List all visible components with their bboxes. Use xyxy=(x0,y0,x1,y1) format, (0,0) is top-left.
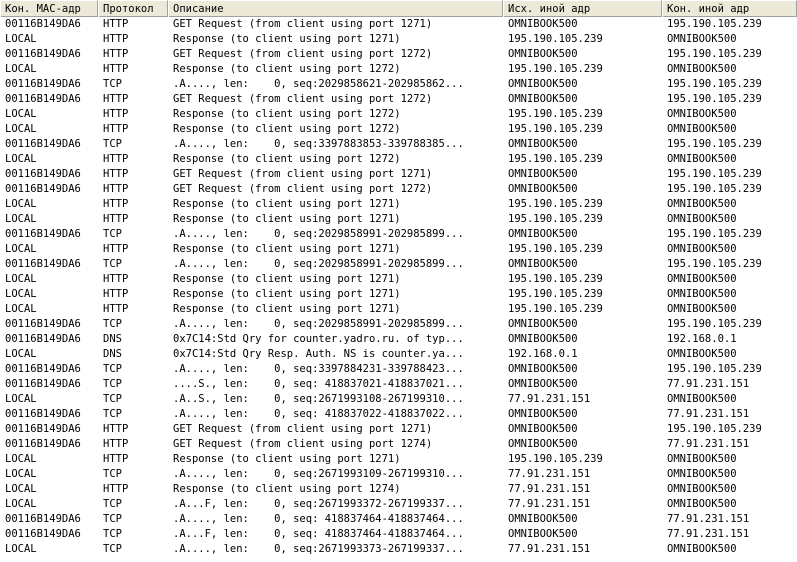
cell-dest-mac: 00116B149DA6 xyxy=(5,138,81,150)
cell-dest-mac: LOCAL xyxy=(5,108,37,120)
cell-dest-other-addr: OMNIBOOK500 xyxy=(667,288,737,300)
cell-dest-other-addr: 195.190.105.239 xyxy=(667,18,762,30)
cell-dest-other-addr: 195.190.105.239 xyxy=(667,228,762,240)
cell-src-other-addr: 195.190.105.239 xyxy=(508,198,603,210)
cell-protocol: HTTP xyxy=(103,438,129,450)
cell-src-other-addr: OMNIBOOK500 xyxy=(508,183,578,195)
table-row[interactable] xyxy=(0,122,797,137)
cell-description: Response (to client using port 1271) xyxy=(173,273,401,285)
cell-src-other-addr: 77.91.231.151 xyxy=(508,543,591,555)
cell-dest-mac: 00116B149DA6 xyxy=(5,438,81,450)
packet-rows xyxy=(0,17,797,557)
cell-dest-mac: LOCAL xyxy=(5,348,37,360)
table-row[interactable] xyxy=(0,182,797,197)
cell-src-other-addr: 195.190.105.239 xyxy=(508,273,603,285)
cell-protocol: HTTP xyxy=(103,198,129,210)
cell-protocol: HTTP xyxy=(103,18,129,30)
cell-description: GET Request (from client using port 1274) xyxy=(173,438,433,450)
cell-dest-mac: 00116B149DA6 xyxy=(5,258,81,270)
cell-dest-mac: 00116B149DA6 xyxy=(5,78,81,90)
table-row[interactable] xyxy=(0,347,797,362)
column-header-dest-mac[interactable]: Кон. MAC-адр xyxy=(0,0,98,17)
cell-dest-mac: 00116B149DA6 xyxy=(5,378,81,390)
column-header-row xyxy=(0,0,797,17)
cell-description: .A...F, len: 0, seq:2671993372-267199337... xyxy=(173,498,464,510)
cell-dest-other-addr: 77.91.231.151 xyxy=(667,528,750,540)
cell-protocol: TCP xyxy=(103,378,122,390)
cell-dest-mac: 00116B149DA6 xyxy=(5,333,81,345)
table-row[interactable] xyxy=(0,302,797,317)
cell-protocol: TCP xyxy=(103,543,122,555)
table-row[interactable] xyxy=(0,242,797,257)
cell-dest-other-addr: OMNIBOOK500 xyxy=(667,153,737,165)
cell-src-other-addr: OMNIBOOK500 xyxy=(508,138,578,150)
cell-src-other-addr: OMNIBOOK500 xyxy=(508,528,578,540)
table-row[interactable] xyxy=(0,332,797,347)
table-row[interactable] xyxy=(0,527,797,542)
cell-dest-other-addr: OMNIBOOK500 xyxy=(667,63,737,75)
cell-src-other-addr: OMNIBOOK500 xyxy=(508,378,578,390)
cell-dest-other-addr: OMNIBOOK500 xyxy=(667,393,737,405)
cell-src-other-addr: OMNIBOOK500 xyxy=(508,228,578,240)
cell-protocol: HTTP xyxy=(103,213,129,225)
cell-dest-mac: LOCAL xyxy=(5,453,37,465)
table-row[interactable] xyxy=(0,407,797,422)
cell-protocol: TCP xyxy=(103,258,122,270)
cell-protocol: HTTP xyxy=(103,93,129,105)
cell-dest-other-addr: 77.91.231.151 xyxy=(667,378,750,390)
column-header-description[interactable]: Описание xyxy=(168,0,503,17)
cell-protocol: HTTP xyxy=(103,183,129,195)
cell-description: GET Request (from client using port 1271) xyxy=(173,423,433,435)
table-row[interactable] xyxy=(0,17,797,32)
cell-dest-mac: LOCAL xyxy=(5,468,37,480)
cell-description: Response (to client using port 1272) xyxy=(173,63,401,75)
cell-src-other-addr: 195.190.105.239 xyxy=(508,243,603,255)
cell-dest-other-addr: OMNIBOOK500 xyxy=(667,498,737,510)
cell-description: 0x7C14:Std Qry Resp. Auth. NS is counter.ya... xyxy=(173,348,464,360)
cell-dest-mac: LOCAL xyxy=(5,393,37,405)
cell-protocol: TCP xyxy=(103,498,122,510)
cell-dest-other-addr: 195.190.105.239 xyxy=(667,48,762,60)
cell-description: ....S., len: 0, seq: 418837021-418837021... xyxy=(173,378,464,390)
cell-description: .A...., len: 0, seq:2029858991-202985899... xyxy=(173,318,464,330)
cell-dest-mac: 00116B149DA6 xyxy=(5,228,81,240)
cell-dest-mac: 00116B149DA6 xyxy=(5,168,81,180)
cell-dest-mac: LOCAL xyxy=(5,213,37,225)
cell-dest-other-addr: OMNIBOOK500 xyxy=(667,468,737,480)
cell-dest-mac: 00116B149DA6 xyxy=(5,423,81,435)
cell-src-other-addr: OMNIBOOK500 xyxy=(508,333,578,345)
cell-dest-other-addr: OMNIBOOK500 xyxy=(667,198,737,210)
cell-src-other-addr: 195.190.105.239 xyxy=(508,63,603,75)
table-row[interactable] xyxy=(0,62,797,77)
cell-protocol: TCP xyxy=(103,138,122,150)
cell-src-other-addr: OMNIBOOK500 xyxy=(508,438,578,450)
cell-protocol: TCP xyxy=(103,393,122,405)
cell-dest-other-addr: OMNIBOOK500 xyxy=(667,543,737,555)
cell-dest-mac: 00116B149DA6 xyxy=(5,408,81,420)
cell-protocol: HTTP xyxy=(103,33,129,45)
cell-description: 0x7C14:Std Qry for counter.yadro.ru. of typ... xyxy=(173,333,464,345)
table-row[interactable] xyxy=(0,212,797,227)
cell-dest-mac: 00116B149DA6 xyxy=(5,183,81,195)
cell-src-other-addr: 195.190.105.239 xyxy=(508,303,603,315)
cell-dest-mac: LOCAL xyxy=(5,273,37,285)
cell-src-other-addr: 77.91.231.151 xyxy=(508,393,591,405)
table-row[interactable] xyxy=(0,317,797,332)
cell-description: Response (to client using port 1271) xyxy=(173,198,401,210)
cell-protocol: HTTP xyxy=(103,273,129,285)
cell-protocol: HTTP xyxy=(103,63,129,75)
cell-description: .A...., len: 0, seq:2029858991-202985899... xyxy=(173,258,464,270)
cell-protocol: HTTP xyxy=(103,243,129,255)
table-row[interactable] xyxy=(0,467,797,482)
cell-protocol: TCP xyxy=(103,468,122,480)
column-header-src-other-addr[interactable]: Исх. иной адр xyxy=(503,0,662,17)
cell-protocol: TCP xyxy=(103,228,122,240)
cell-description: GET Request (from client using port 1272) xyxy=(173,183,433,195)
cell-src-other-addr: OMNIBOOK500 xyxy=(508,78,578,90)
table-row[interactable] xyxy=(0,497,797,512)
cell-description: Response (to client using port 1271) xyxy=(173,33,401,45)
cell-dest-mac: LOCAL xyxy=(5,153,37,165)
cell-description: Response (to client using port 1271) xyxy=(173,213,401,225)
cell-protocol: HTTP xyxy=(103,48,129,60)
cell-protocol: HTTP xyxy=(103,153,129,165)
table-row[interactable] xyxy=(0,152,797,167)
cell-src-other-addr: OMNIBOOK500 xyxy=(508,93,578,105)
cell-dest-mac: 00116B149DA6 xyxy=(5,93,81,105)
cell-protocol: HTTP xyxy=(103,453,129,465)
cell-dest-other-addr: OMNIBOOK500 xyxy=(667,33,737,45)
cell-description: Response (to client using port 1274) xyxy=(173,483,401,495)
cell-dest-mac: LOCAL xyxy=(5,543,37,555)
cell-src-other-addr: OMNIBOOK500 xyxy=(508,363,578,375)
table-row[interactable] xyxy=(0,482,797,497)
cell-description: GET Request (from client using port 1271) xyxy=(173,18,433,30)
cell-dest-mac: 00116B149DA6 xyxy=(5,363,81,375)
table-row[interactable] xyxy=(0,512,797,527)
cell-src-other-addr: 195.190.105.239 xyxy=(508,108,603,120)
cell-description: .A...., len: 0, seq:2029858991-202985899... xyxy=(173,228,464,240)
cell-src-other-addr: 195.190.105.239 xyxy=(508,33,603,45)
cell-description: Response (to client using port 1272) xyxy=(173,123,401,135)
table-row[interactable] xyxy=(0,137,797,152)
cell-src-other-addr: 195.190.105.239 xyxy=(508,453,603,465)
table-row[interactable] xyxy=(0,377,797,392)
cell-protocol: DNS xyxy=(103,348,122,360)
cell-dest-other-addr: OMNIBOOK500 xyxy=(667,108,737,120)
cell-dest-mac: 00116B149DA6 xyxy=(5,318,81,330)
table-row[interactable] xyxy=(0,542,797,557)
cell-dest-other-addr: OMNIBOOK500 xyxy=(667,123,737,135)
cell-dest-other-addr: 195.190.105.239 xyxy=(667,93,762,105)
cell-dest-other-addr: 195.190.105.239 xyxy=(667,258,762,270)
cell-dest-mac: 00116B149DA6 xyxy=(5,528,81,540)
cell-src-other-addr: OMNIBOOK500 xyxy=(508,513,578,525)
cell-src-other-addr: 195.190.105.239 xyxy=(508,288,603,300)
table-row[interactable] xyxy=(0,227,797,242)
cell-src-other-addr: OMNIBOOK500 xyxy=(508,48,578,60)
cell-dest-other-addr: 195.190.105.239 xyxy=(667,183,762,195)
cell-protocol: TCP xyxy=(103,318,122,330)
cell-description: GET Request (from client using port 1271) xyxy=(173,168,433,180)
cell-src-other-addr: 195.190.105.239 xyxy=(508,123,603,135)
cell-protocol: HTTP xyxy=(103,288,129,300)
cell-src-other-addr: 77.91.231.151 xyxy=(508,483,591,495)
cell-protocol: TCP xyxy=(103,408,122,420)
cell-src-other-addr: OMNIBOOK500 xyxy=(508,318,578,330)
cell-protocol: TCP xyxy=(103,513,122,525)
table-row[interactable] xyxy=(0,392,797,407)
cell-dest-other-addr: 77.91.231.151 xyxy=(667,438,750,450)
table-row[interactable] xyxy=(0,77,797,92)
table-row[interactable] xyxy=(0,272,797,287)
cell-protocol: HTTP xyxy=(103,123,129,135)
cell-src-other-addr: 195.190.105.239 xyxy=(508,153,603,165)
cell-description: .A...., len: 0, seq:3397883853-339788385... xyxy=(173,138,464,150)
cell-description: .A...., len: 0, seq:3397884231-339788423... xyxy=(173,363,464,375)
cell-dest-other-addr: OMNIBOOK500 xyxy=(667,483,737,495)
cell-protocol: DNS xyxy=(103,333,122,345)
cell-description: Response (to client using port 1271) xyxy=(173,243,401,255)
table-row[interactable] xyxy=(0,32,797,47)
cell-description: Response (to client using port 1271) xyxy=(173,288,401,300)
cell-dest-other-addr: OMNIBOOK500 xyxy=(667,303,737,315)
column-header-dest-other-addr[interactable]: Кон. иной адр xyxy=(662,0,797,17)
table-row[interactable] xyxy=(0,422,797,437)
cell-src-other-addr: 195.190.105.239 xyxy=(508,213,603,225)
table-row[interactable] xyxy=(0,362,797,377)
cell-dest-other-addr: 195.190.105.239 xyxy=(667,78,762,90)
cell-src-other-addr: OMNIBOOK500 xyxy=(508,258,578,270)
table-row[interactable] xyxy=(0,107,797,122)
cell-description: Response (to client using port 1272) xyxy=(173,108,401,120)
cell-dest-mac: LOCAL xyxy=(5,483,37,495)
cell-dest-other-addr: 195.190.105.239 xyxy=(667,318,762,330)
cell-src-other-addr: 192.168.0.1 xyxy=(508,348,578,360)
cell-src-other-addr: 77.91.231.151 xyxy=(508,468,591,480)
cell-src-other-addr: 77.91.231.151 xyxy=(508,498,591,510)
column-header-protocol[interactable]: Протокол xyxy=(98,0,168,17)
cell-description: .A...., len: 0, seq: 418837022-418837022... xyxy=(173,408,464,420)
cell-protocol: HTTP xyxy=(103,423,129,435)
cell-description: Response (to client using port 1271) xyxy=(173,453,401,465)
cell-dest-other-addr: 195.190.105.239 xyxy=(667,138,762,150)
cell-protocol: HTTP xyxy=(103,108,129,120)
cell-protocol: TCP xyxy=(103,528,122,540)
cell-dest-other-addr: OMNIBOOK500 xyxy=(667,453,737,465)
cell-dest-other-addr: OMNIBOOK500 xyxy=(667,348,737,360)
cell-protocol: HTTP xyxy=(103,168,129,180)
cell-protocol: HTTP xyxy=(103,303,129,315)
cell-dest-mac: LOCAL xyxy=(5,303,37,315)
cell-dest-other-addr: OMNIBOOK500 xyxy=(667,213,737,225)
table-row[interactable] xyxy=(0,437,797,452)
cell-dest-mac: LOCAL xyxy=(5,198,37,210)
cell-dest-mac: LOCAL xyxy=(5,33,37,45)
cell-protocol: HTTP xyxy=(103,483,129,495)
table-row[interactable] xyxy=(0,167,797,182)
cell-dest-other-addr: 195.190.105.239 xyxy=(667,168,762,180)
cell-protocol: TCP xyxy=(103,363,122,375)
cell-description: .A...F, len: 0, seq: 418837464-418837464... xyxy=(173,528,464,540)
cell-dest-mac: LOCAL xyxy=(5,288,37,300)
table-row[interactable] xyxy=(0,287,797,302)
cell-description: .A...., len: 0, seq: 418837464-418837464... xyxy=(173,513,464,525)
cell-dest-other-addr: 195.190.105.239 xyxy=(667,363,762,375)
cell-description: .A...., len: 0, seq:2671993373-267199337... xyxy=(173,543,464,555)
table-row[interactable] xyxy=(0,257,797,272)
cell-description: GET Request (from client using port 1272) xyxy=(173,48,433,60)
cell-dest-mac: LOCAL xyxy=(5,243,37,255)
cell-description: Response (to client using port 1271) xyxy=(173,303,401,315)
cell-dest-other-addr: 195.190.105.239 xyxy=(667,423,762,435)
cell-dest-mac: LOCAL xyxy=(5,123,37,135)
cell-dest-other-addr: 77.91.231.151 xyxy=(667,408,750,420)
cell-description: .A...., len: 0, seq:2671993109-267199310... xyxy=(173,468,464,480)
cell-dest-other-addr: 77.91.231.151 xyxy=(667,513,750,525)
cell-dest-other-addr: 192.168.0.1 xyxy=(667,333,737,345)
cell-protocol: TCP xyxy=(103,78,122,90)
cell-dest-mac: 00116B149DA6 xyxy=(5,513,81,525)
cell-dest-mac: LOCAL xyxy=(5,498,37,510)
cell-src-other-addr: OMNIBOOK500 xyxy=(508,18,578,30)
cell-dest-mac: LOCAL xyxy=(5,63,37,75)
cell-dest-other-addr: OMNIBOOK500 xyxy=(667,243,737,255)
cell-dest-mac: 00116B149DA6 xyxy=(5,48,81,60)
table-row[interactable] xyxy=(0,197,797,212)
cell-src-other-addr: OMNIBOOK500 xyxy=(508,408,578,420)
table-row[interactable] xyxy=(0,452,797,467)
table-row[interactable] xyxy=(0,92,797,107)
cell-description: .A..S., len: 0, seq:2671993108-267199310... xyxy=(173,393,464,405)
cell-dest-mac: 00116B149DA6 xyxy=(5,18,81,30)
cell-dest-other-addr: OMNIBOOK500 xyxy=(667,273,737,285)
table-row[interactable] xyxy=(0,47,797,62)
cell-src-other-addr: OMNIBOOK500 xyxy=(508,423,578,435)
cell-description: GET Request (from client using port 1272) xyxy=(173,93,433,105)
cell-src-other-addr: OMNIBOOK500 xyxy=(508,168,578,180)
cell-description: .A...., len: 0, seq:2029858621-202985862... xyxy=(173,78,464,90)
cell-description: Response (to client using port 1272) xyxy=(173,153,401,165)
